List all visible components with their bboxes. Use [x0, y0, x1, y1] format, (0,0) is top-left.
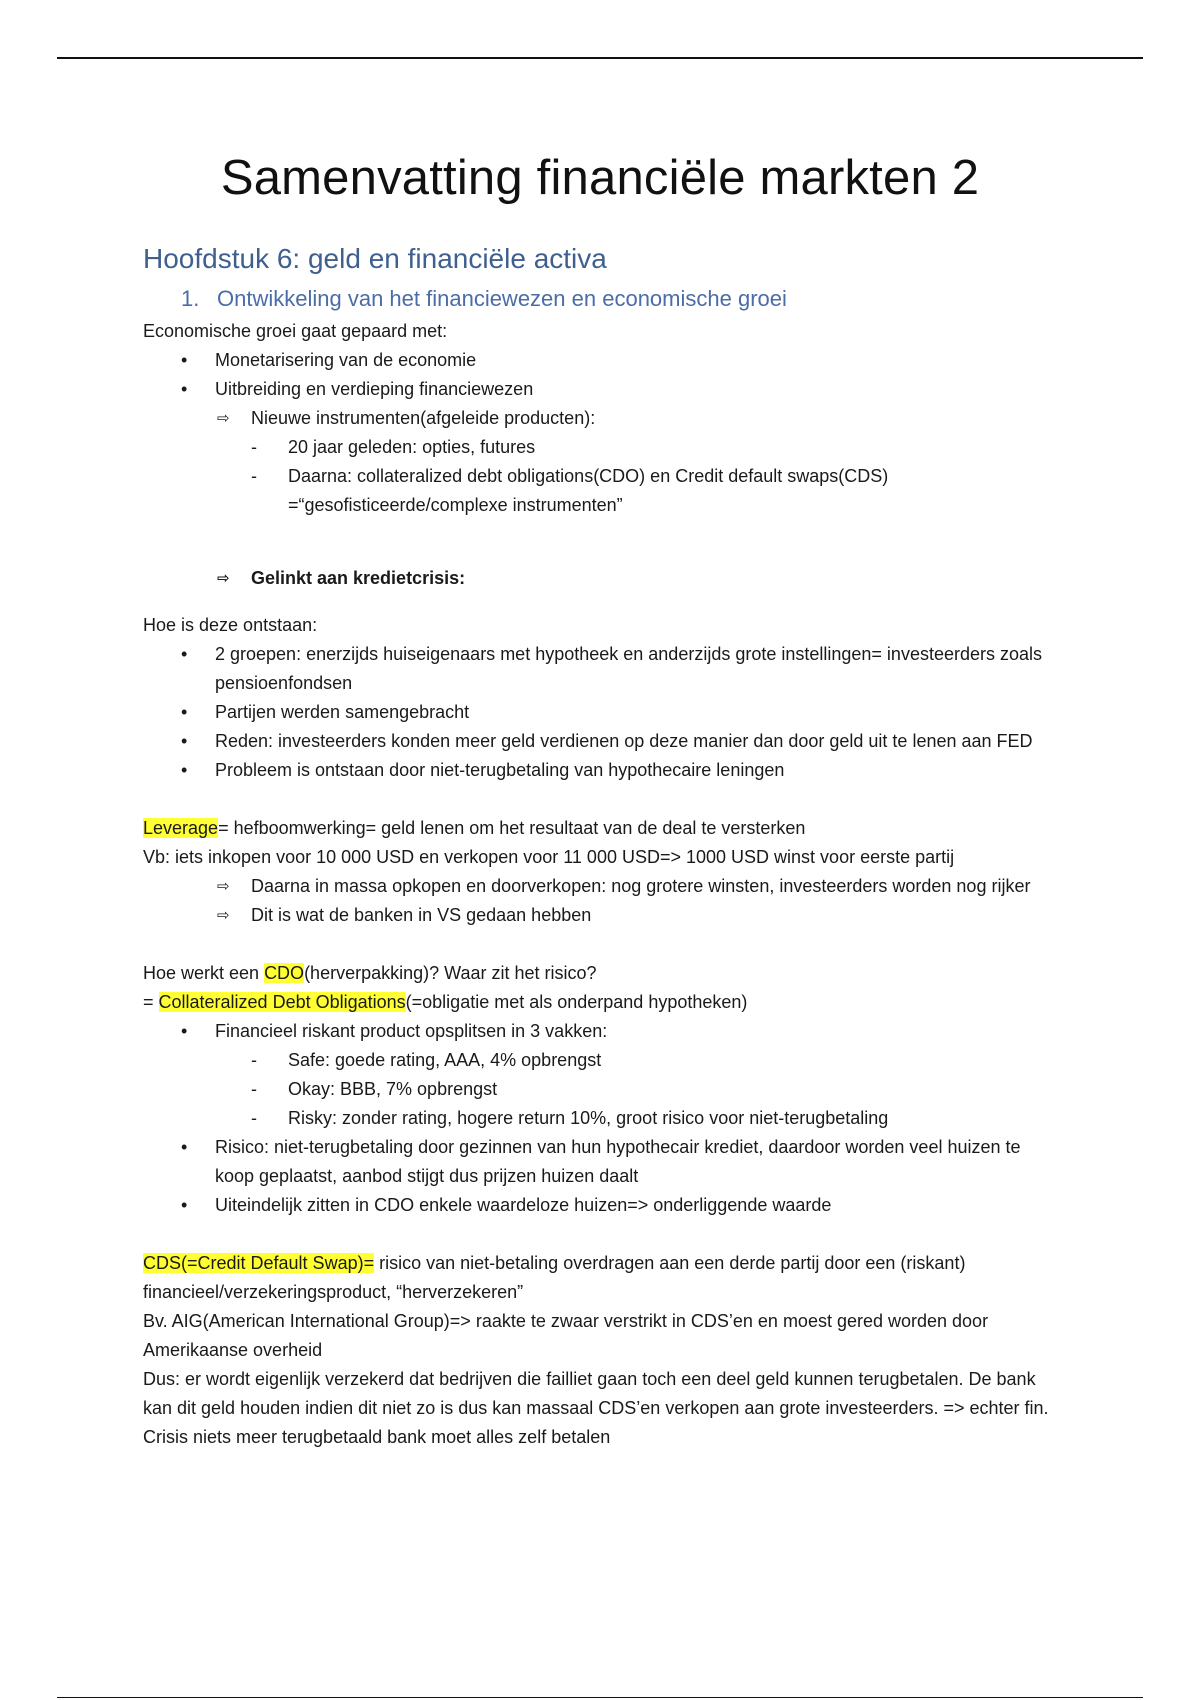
- cds-definition: CDS(=Credit Default Swap)= risico van niet-betaling overdragen aan een derde partij door een (riskant) financieel/verzekeringsproduct, “herverzekeren”: [143, 1253, 966, 1302]
- bullet-icon: •: [181, 379, 188, 399]
- arrow-icon: ⇨: [217, 878, 230, 895]
- bullet-icon: •: [181, 1195, 188, 1215]
- arrow-item: ⇨ Daarna in massa opkopen en doorverkopen: nog grotere winsten, investeerders worden nog rijker: [143, 872, 1063, 901]
- leverage-definition: Leverage= hefboomwerking= geld lenen om het resultaat van de deal te versterken: [143, 818, 806, 838]
- bullet-icon: •: [181, 1137, 188, 1157]
- list-item: • Monetarisering van de economie: [143, 346, 1063, 375]
- section-heading: [143, 281, 1063, 317]
- bullet-icon: •: [181, 760, 188, 780]
- bottom-rule: [57, 1697, 1143, 1698]
- arrow-icon: ⇨: [217, 570, 230, 587]
- dash-icon: -: [251, 1079, 257, 1099]
- bullet-icon: •: [181, 1021, 188, 1041]
- cds-example: Bv. AIG(American International Group)=> raakte te zwaar verstrikt in CDS’en en moest gered worden door Amerikaanse overheid: [143, 1311, 989, 1360]
- dash-item: - 20 jaar geleden: opties, futures: [143, 433, 1063, 462]
- chapter-heading: Hoofdstuk 6: geld en financiële activa: [143, 243, 607, 274]
- arrow-item: ⇨ Nieuwe instrumenten(afgeleide producten):: [143, 404, 1063, 433]
- highlight-term: CDO: [264, 963, 305, 983]
- crisis-intro: Hoe is deze ontstaan:: [143, 615, 318, 635]
- dash-icon: -: [251, 1108, 257, 1128]
- highlight-term: Collateralized Debt Obligations: [158, 992, 406, 1012]
- bullet-icon: •: [181, 350, 188, 370]
- cdo-question: Hoe werkt een CDO(herverpakking)? Waar zit het risico?: [143, 963, 597, 983]
- document-title: Samenvatting financiële markten 2: [220, 151, 980, 205]
- dash-icon: -: [251, 437, 257, 457]
- section-title: Ontwikkeling van het financiewezen en economische groei: [217, 286, 787, 311]
- top-rule: [57, 57, 1143, 59]
- list-item: • Uitbreiding en verdieping financiewezen: [143, 375, 1063, 404]
- dash-item: - Okay: BBB, 7% opbrengst: [143, 1075, 1063, 1104]
- bullet-icon: •: [181, 731, 188, 751]
- highlight-term: Leverage: [143, 818, 219, 838]
- dash-icon: -: [251, 1050, 257, 1070]
- section-number: 1.: [181, 286, 200, 311]
- list-item: • Financieel riskant product opsplitsen in 3 vakken:: [143, 1017, 1063, 1046]
- list-item: • Probleem is ontstaan door niet-terugbetaling van hypothecaire leningen: [143, 756, 1063, 785]
- cds-conclusion: Dus: er wordt eigenlijk verzekerd dat bedrijven die failliet gaan toch een deel geld kunnen terugbetalen. De bank kan dit geld houden indien dit niet zo is dus kan massaal CDS’en verkopen aan grote investeerders. => echter fin. Crisis niets meer terugbetaald bank moet alles zelf betalen: [143, 1369, 1049, 1447]
- highlight-term: CDS(=Credit Default Swap)=: [143, 1253, 375, 1273]
- list-item: • 2 groepen: enerzijds huiseigenaars met hypotheek en anderzijds grote instellingen= investeerders zoals pensioenfondsen: [143, 640, 1063, 698]
- cdo-definition: = Collateralized Debt Obligations(=obligatie met als onderpand hypotheken): [143, 992, 748, 1012]
- list-item: • Reden: investeerders konden meer geld verdienen op deze manier dan door geld uit te lenen aan FED: [143, 727, 1063, 756]
- leverage-example: Vb: iets inkopen voor 10 000 USD en verkopen voor 11 000 USD=> 1000 USD winst voor eerste partij: [143, 847, 955, 867]
- dash-item: - Safe: goede rating, AAA, 4% opbrengst: [143, 1046, 1063, 1075]
- dash-item: - Daarna: collateralized debt obligations(CDO) en Credit default swaps(CDS) =“gesofisticeerde/complexe instrumenten”: [143, 462, 1063, 520]
- list-item: • Risico: niet-terugbetaling door gezinnen van hun hypothecair krediet, daardoor worden veel huizen te koop geplaatst, aanbod stijgt dus prijzen huizen daalt: [143, 1133, 1063, 1191]
- arrow-icon: ⇨: [217, 410, 230, 427]
- dash-icon: -: [251, 466, 257, 486]
- dash-item: - Risky: zonder rating, hogere return 10%, groot risico voor niet-terugbetaling: [143, 1104, 1063, 1133]
- document-body: [143, 236, 1063, 1452]
- arrow-item: ⇨ Gelinkt aan kredietcrisis:: [143, 564, 1063, 593]
- list-item: • Partijen werden samengebracht: [143, 698, 1063, 727]
- arrow-icon: ⇨: [217, 907, 230, 924]
- bullet-icon: •: [181, 702, 188, 722]
- list-item: • Uiteindelijk zitten in CDO enkele waardeloze huizen=> onderliggende waarde: [143, 1191, 1063, 1220]
- intro-text: Economische groei gaat gepaard met:: [143, 321, 448, 341]
- bullet-icon: •: [181, 644, 188, 664]
- arrow-item: ⇨ Dit is wat de banken in VS gedaan hebben: [143, 901, 1063, 930]
